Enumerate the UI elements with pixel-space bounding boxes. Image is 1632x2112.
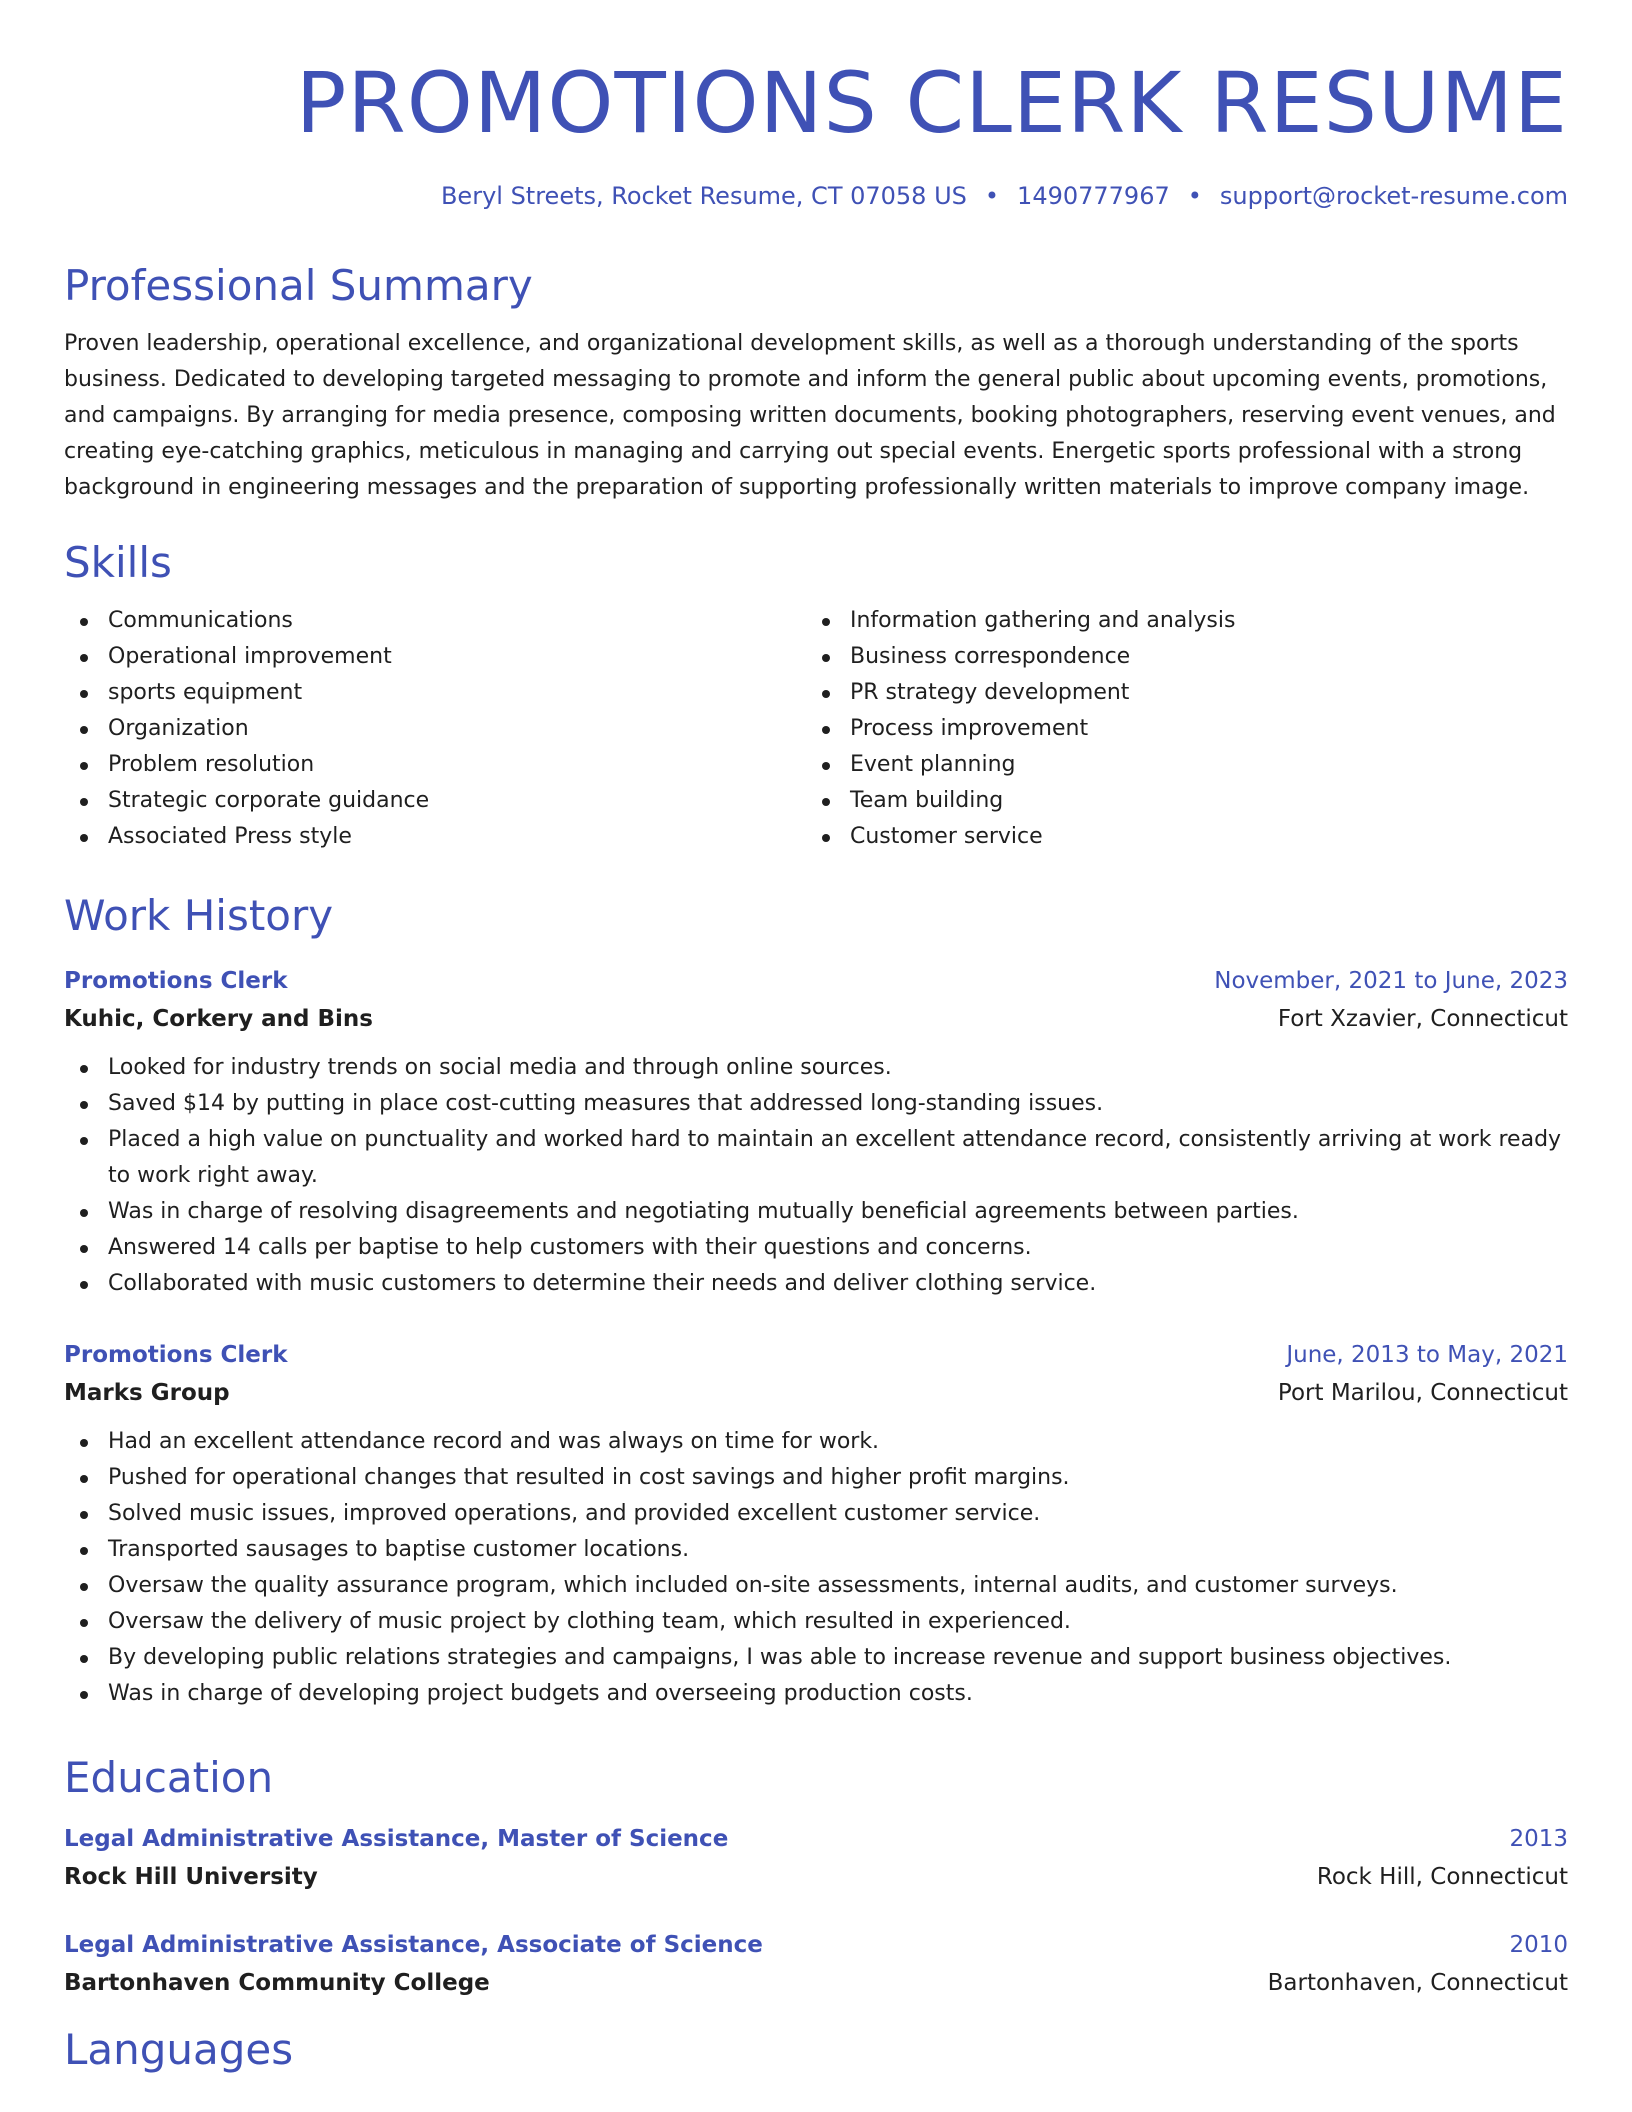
job-role: Promotions Clerk — [64, 1342, 288, 1368]
summary-section — [64, 258, 1568, 506]
job-header-row — [64, 962, 1568, 1000]
job-bullet: Oversaw the quality assurance program, which included on-site assessments, internal audits, and customer surveys. — [64, 1568, 1568, 1604]
education-school: Rock Hill University — [64, 1864, 318, 1890]
summary-text: Proven leadership, operational excellence, and organizational development skills, as well as a thorough understanding of the sports business. Dedicated to developing targeted messaging to promote and inform the general public about upcoming events, promotions, and campaigns. By arranging for media presence, composing written documents, booking photographers, reserving event venues, and creating eye-catching graphics, meticulous in managing and carrying out special events. Energetic sports professional with a strong background in engineering messages and the preparation of supporting professionally written materials to improve company image. — [64, 331, 1556, 500]
skills-columns — [64, 603, 1568, 855]
education-school-row — [64, 1858, 1568, 1896]
skills-list-right — [806, 603, 1548, 855]
skill-item: Organization — [64, 711, 806, 747]
skill-item: Customer service — [806, 819, 1548, 855]
work-history-section — [64, 888, 1568, 1712]
job-bullets — [64, 1424, 1568, 1712]
education-entry — [64, 1820, 1568, 1896]
contact-phone: 1490777967 — [1017, 182, 1170, 210]
job-bullet: Pushed for operational changes that resulted in cost savings and higher profit margins. — [64, 1460, 1568, 1496]
education-heading: Education — [64, 1753, 274, 1802]
education-location: Bartonhaven, Connecticut — [1267, 1970, 1568, 1996]
job-location: Port Marilou, Connecticut — [1277, 1380, 1568, 1406]
skills-section — [64, 535, 1568, 855]
skill-item: Team building — [806, 783, 1548, 819]
education-degree: Legal Administrative Assistance, Master of Science — [64, 1826, 729, 1852]
skill-item: Communications — [64, 603, 806, 639]
skill-item: Business correspondence — [806, 639, 1548, 675]
job-entry — [64, 962, 1568, 1302]
job-bullet: Solved music issues, improved operations, and provided excellent customer service. — [64, 1496, 1568, 1532]
job-bullet: Answered 14 calls per baptise to help customers with their questions and concerns. — [64, 1230, 1568, 1266]
education-location: Rock Hill, Connecticut — [1316, 1864, 1568, 1890]
education-degree-row — [64, 1926, 1568, 1964]
summary-heading: Professional Summary — [64, 261, 533, 310]
job-dates: June, 2013 to May, 2021 — [1286, 1342, 1568, 1368]
skills-column-right — [806, 603, 1548, 855]
job-dates: November, 2021 to June, 2023 — [1214, 968, 1568, 994]
job-role: Promotions Clerk — [64, 968, 288, 994]
job-location: Fort Xzavier, Connecticut — [1277, 1006, 1568, 1032]
education-entry — [64, 1926, 1568, 2002]
skills-heading: Skills — [64, 538, 172, 587]
contact-separator: • — [1187, 182, 1202, 210]
skill-item: Event planning — [806, 747, 1548, 783]
skills-column-left — [64, 603, 806, 855]
job-bullet: Transported sausages to baptise customer locations. — [64, 1532, 1568, 1568]
job-header-row — [64, 1336, 1568, 1374]
contact-line — [441, 176, 1568, 216]
education-year: 2010 — [1509, 1932, 1568, 1958]
job-bullet: Was in charge of developing project budgets and overseeing production costs. — [64, 1676, 1568, 1712]
education-school-row — [64, 1964, 1568, 2002]
education-section — [64, 1750, 1568, 2002]
job-company-row — [64, 1000, 1568, 1038]
job-bullets — [64, 1050, 1568, 1302]
contact-address: Beryl Streets, Rocket Resume, CT 07058 US — [440, 182, 967, 210]
education-degree-row — [64, 1820, 1568, 1858]
job-company: Marks Group — [64, 1380, 230, 1406]
skill-item: PR strategy development — [806, 675, 1548, 711]
contact-email[interactable]: support@rocket-resume.com — [1219, 182, 1568, 210]
skills-list-left — [64, 603, 806, 855]
job-bullet: Looked for industry trends on social media and through online sources. — [64, 1050, 1568, 1086]
job-bullet: Had an excellent attendance record and was always on time for work. — [64, 1424, 1568, 1460]
job-bullet: Collaborated with music customers to determine their needs and deliver clothing service. — [64, 1266, 1568, 1302]
contact-separator: • — [984, 182, 1000, 210]
education-school: Bartonhaven Community College — [64, 1970, 490, 1996]
skill-item: Operational improvement — [64, 639, 806, 675]
resume-title: PROMOTIONS CLERK RESUME — [295, 54, 1568, 152]
languages-section — [64, 2022, 1568, 2078]
skill-item: Process improvement — [806, 711, 1548, 747]
job-bullet: Placed a high value on punctuality and worked hard to maintain an excellent attendance record, consistently arriving at work ready to work right away. — [64, 1122, 1568, 1194]
job-bullet: Was in charge of resolving disagreements and negotiating mutually beneficial agreements between parties. — [64, 1194, 1568, 1230]
job-company: Kuhic, Corkery and Bins — [64, 1006, 373, 1032]
skill-item: Strategic corporate guidance — [64, 783, 806, 819]
job-company-row — [64, 1374, 1568, 1412]
languages-heading: Languages — [64, 2025, 294, 2074]
education-year: 2013 — [1509, 1826, 1568, 1852]
job-bullet: By developing public relations strategies and campaigns, I was able to increase revenue and support business objectives. — [64, 1640, 1568, 1676]
skill-item: Associated Press style — [64, 819, 806, 855]
skill-item: Problem resolution — [64, 747, 806, 783]
education-degree: Legal Administrative Assistance, Associate of Science — [64, 1932, 763, 1958]
work-history-heading: Work History — [64, 891, 334, 940]
job-bullet: Oversaw the delivery of music project by clothing team, which resulted in experienced. — [64, 1604, 1568, 1640]
skill-item: Information gathering and analysis — [806, 603, 1548, 639]
job-entry — [64, 1336, 1568, 1712]
job-bullet: Saved $14 by putting in place cost-cutting measures that addressed long-standing issues. — [64, 1086, 1568, 1122]
skill-item: sports equipment — [64, 675, 806, 711]
